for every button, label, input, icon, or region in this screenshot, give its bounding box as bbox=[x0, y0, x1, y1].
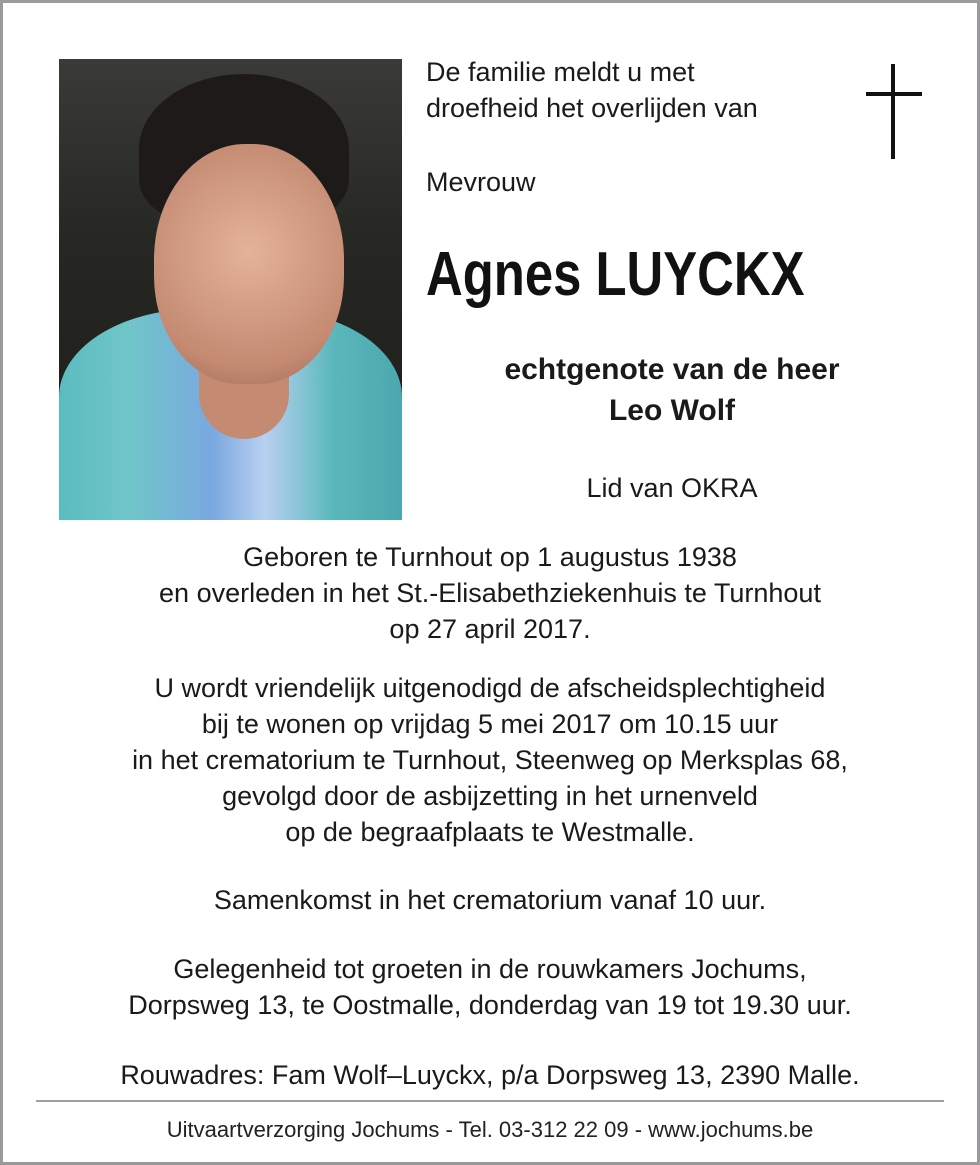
birth-line: Geboren te Turnhout op 1 augustus 1938 bbox=[243, 542, 737, 572]
invitation-line-4: gevolgd door de asbijzetting in het urnenveld bbox=[222, 781, 758, 811]
mourning-address: Rouwadres: Fam Wolf–Luyckx, p/a Dorpsweg 13, 2390 Malle. bbox=[120, 1060, 860, 1090]
divider bbox=[36, 1100, 944, 1102]
invitation-line-1: U wordt vriendelijk uitgenodigd de afscheidsplechtigheid bbox=[154, 673, 826, 703]
death-line: en overleden in het St.-Elisabethziekenhuis te Turnhout bbox=[159, 578, 821, 608]
cross-icon bbox=[866, 64, 922, 159]
invitation-line-2: bij te wonen op vrijdag 5 mei 2017 om 10.15 uur bbox=[201, 709, 779, 739]
spouse-line-1: echtgenote van de heer bbox=[504, 353, 840, 386]
intro-line-1: De familie meldt u met bbox=[426, 57, 695, 87]
portrait-photo bbox=[59, 59, 402, 520]
invitation-line-5: op de begraafplaats te Westmalle. bbox=[285, 817, 695, 847]
deceased-name: Agnes LUYCKX bbox=[426, 240, 805, 309]
invitation-line-3: in het crematorium te Turnhout, Steenweg op Merksplas 68, bbox=[132, 745, 848, 775]
membership: Lid van OKRA bbox=[586, 473, 758, 503]
intro-line-2: droefheid het overlijden van bbox=[426, 93, 758, 123]
spouse-name: Leo Wolf bbox=[608, 394, 736, 427]
gathering: Samenkomst in het crematorium vanaf 10 uur. bbox=[213, 885, 767, 915]
footer-funeral-home: Uitvaartverzorging Jochums - Tel. 03-312 22 09 - www.jochums.be bbox=[166, 1117, 814, 1142]
title: Mevrouw bbox=[426, 167, 536, 197]
viewing-line-2: Dorpsweg 13, te Oostmalle, donderdag van 19 tot 19.30 uur. bbox=[128, 990, 852, 1020]
viewing-line-1: Gelegenheid tot groeten in de rouwkamers Jochums, bbox=[173, 954, 807, 984]
death-date: op 27 april 2017. bbox=[389, 614, 591, 644]
